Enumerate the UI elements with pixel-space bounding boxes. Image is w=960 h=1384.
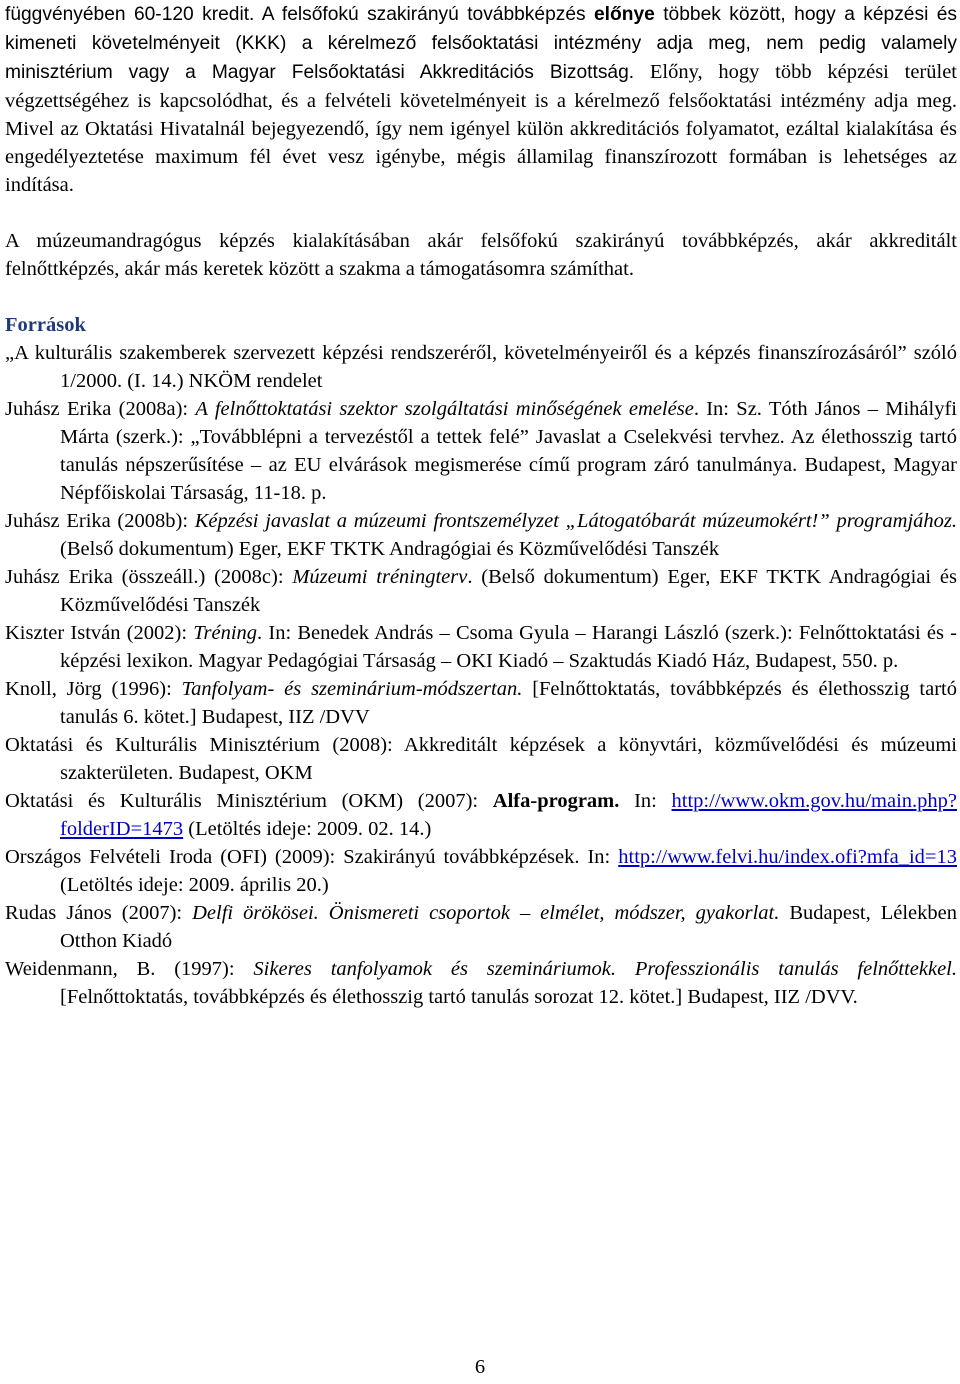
spacer xyxy=(5,199,957,227)
ref-details: . In: Sz. Tóth János – Mihályfi Márta (szerk.): „Továbblépni a tervezéstől a tettek felé” Javaslat a Cselekvési tervhez. Az élethosszig tartó tanulás népszerűsítése – az EU elvárások megismerése című program záró tanulmánya. Budapest, Magyar Népfőiskolai Társaság, 11-18. p. xyxy=(60,398,958,504)
ref-details: [Felnőttoktatás, továbbképzés és élethosszig tartó tanulás sorozat 12. kötet.] Budapest, IIZ /DVV. xyxy=(60,986,858,1008)
intro-text-serif: Előny, hogy több képzési terület végzettségéhez is kapcsolódhat, és a felvételi követelményeit is a kérelmező felsőoktatási intézmény adja meg. Mivel az Oktatási Hivatalnál bejegyezendő, így nem igényel külön akkreditációs folyamatot, ezáltal kialakítása és engedélyeztetése maximum fél évet vesz igénybe, mégis államilag finanszírozott formában is lehetséges az indítása. xyxy=(5,61,958,196)
reference-item: „A kulturális szakemberek szervezett képzési rendszeréről, követelményeiről és a képzés finanszírozásáról” szóló 1/2000. (I. 14.) NKÖM rendelet xyxy=(5,342,957,392)
intro-text-a: függvényében 60-120 kredit. A felsőfokú szakirányú továbbképzés xyxy=(5,4,595,25)
sources-heading: Források xyxy=(5,314,86,336)
reference-item xyxy=(5,899,957,955)
ref-in: In: xyxy=(619,790,672,812)
intro-paragraph xyxy=(5,0,957,199)
reference-item xyxy=(5,955,957,1011)
reference-item xyxy=(5,395,957,507)
ref-details: (Belső dokumentum) Eger, EKF TKTK Andragógiai és Közművelődési Tanszék xyxy=(60,538,720,560)
ref-author: Kiszter István (2002): xyxy=(5,622,194,644)
ref-details: [Felnőttoktatás, továbbképzés és élethosszig tartó tanulás 6. kötet.] Budapest, IIZ /DVV xyxy=(60,678,957,728)
ref-title: Tréning xyxy=(193,622,258,644)
reference-item xyxy=(5,507,957,563)
intro-text-b: többek között, hogy a képzési és kimeneti követelményeit (KKK) a kérelmező felsőoktatási intézmény adja meg, nem pedig valamely minisztérium vagy a Magyar Felsőoktatási Akkreditációs Bizottság. xyxy=(5,4,957,83)
closing-paragraph: A múzeumandragógus képzés kialakításában akár felsőfokú szakirányú továbbképzés, akár akkreditált felnőttképzés, akár más keretek között a szakma a támogatásomra számíthat. xyxy=(5,230,957,280)
reference-item xyxy=(5,787,957,843)
ref-author: Juhász Erika (2008b): xyxy=(5,510,195,532)
ref-author: Juhász Erika (összeáll.) (2008c): xyxy=(5,566,293,588)
page-number: 6 xyxy=(474,1356,486,1378)
reference-item: Oktatási és Kulturális Minisztérium (2008): Akkreditált képzések a könyvtári, közművelődési és múzeumi szakterületen. Budapest, OKM xyxy=(5,734,957,784)
ref-author: Weidenmann, B. (1997): xyxy=(5,958,254,980)
ref-details: . (Belső dokumentum) Eger, EKF TKTK Andragógiai és Közművelődési Tanszék xyxy=(60,566,957,616)
ref-details: . In: Benedek András – Csoma Gyula – Harangi László (szerk.): Felnőttoktatási és -képzési lexikon. Magyar Pedagógiai Társaság – OKI Kiadó – Szaktudás Kiadó Ház, Budapest, 550. p. xyxy=(60,622,957,672)
ref-link[interactable]: http://www.okm.gov.hu/main.php?folderID=1473 xyxy=(60,790,957,840)
ref-author: Knoll, Jörg (1996): xyxy=(5,678,182,700)
ref-link[interactable]: http://www.felvi.hu/index.ofi?mfa_id=13 xyxy=(618,846,957,868)
reference-item xyxy=(5,563,957,619)
ref-title: Képzési javaslat a múzeumi frontszemélyzet „Látogatóbarát múzeumokért!” programjához. xyxy=(194,510,957,532)
ref-title: Sikeres tanfolyamok és szemináriumok. Professzionális tanulás felnőttekkel. xyxy=(253,958,958,980)
ref-author: Juhász Erika (2008a): xyxy=(5,398,196,420)
ref-details: Budapest, Lélekben Otthon Kiadó xyxy=(60,902,957,952)
ref-author: Országos Felvételi Iroda (OFI) (2009): Szakirányú továbbképzések. In: xyxy=(5,846,619,868)
document-page xyxy=(5,0,957,1011)
ref-details: (Letöltés ideje: 2009. április 20.) xyxy=(60,874,329,896)
ref-title: Múzeumi tréningterv xyxy=(292,566,468,588)
ref-title: A felnőttoktatási szektor szolgáltatási minőségének emelése xyxy=(195,398,694,420)
reference-item xyxy=(5,843,957,899)
reference-list xyxy=(5,339,957,1011)
reference-item xyxy=(5,619,957,675)
ref-author: Rudas János (2007): xyxy=(5,902,193,924)
ref-title: Tanfolyam- és szeminárium-módszertan. xyxy=(181,678,523,700)
ref-author: Oktatási és Kulturális Minisztérium (OKM) (2007): xyxy=(5,790,493,812)
ref-title: Delfi örökösei. Önismereti csoportok – elmélet, módszer, gyakorlat. xyxy=(192,902,780,924)
reference-item xyxy=(5,675,957,731)
intro-bold-word: előnye xyxy=(594,4,655,25)
ref-title: Alfa-program. xyxy=(492,790,620,812)
ref-details: (Letöltés ideje: 2009. 02. 14.) xyxy=(183,818,432,840)
spacer xyxy=(5,283,957,311)
